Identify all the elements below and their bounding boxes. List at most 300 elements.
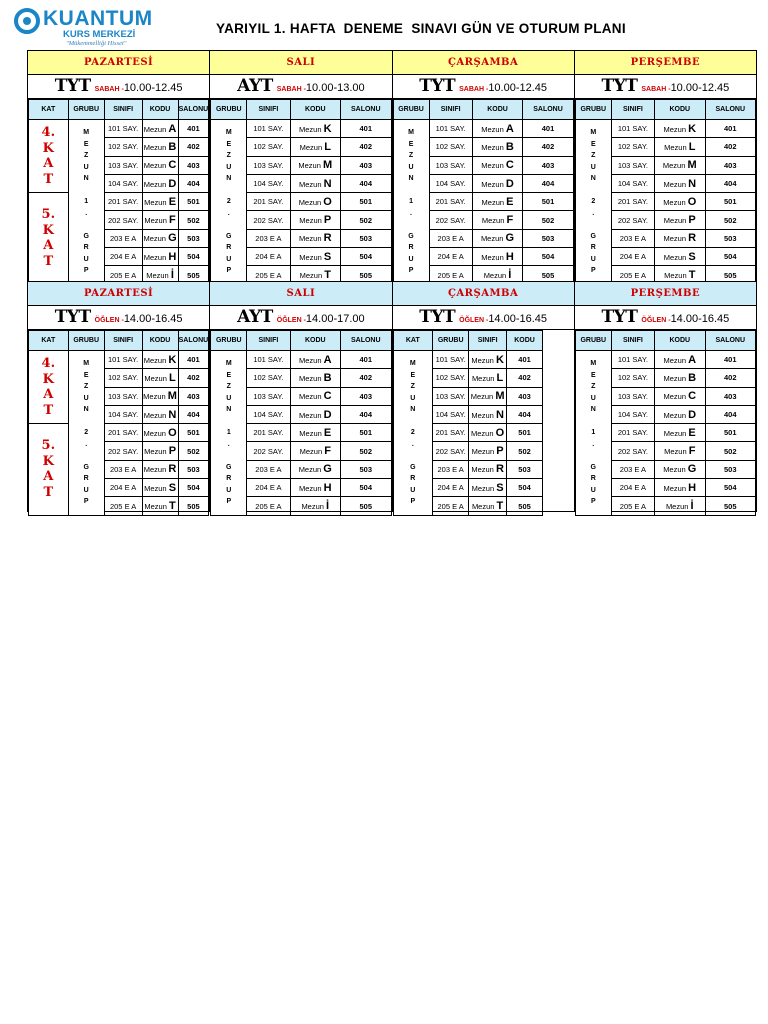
code-cell [290, 424, 340, 442]
class-cell: 101 SAY. [247, 120, 290, 138]
class-cell: 202 SAY. [433, 442, 469, 460]
session-time: 10.00-13.00 [305, 82, 365, 94]
code-letter: B [688, 371, 697, 384]
hall-cell: 403 [523, 156, 573, 174]
column-header: GRUBU [575, 100, 611, 120]
session-time: 10.00-12.45 [488, 82, 548, 94]
class-cell: 202 SAY. [104, 211, 142, 229]
code-prefix: Mezun [144, 502, 167, 512]
hall-cell: 503 [178, 460, 209, 478]
class-cell: 201 SAY. [247, 424, 290, 442]
code-cell [290, 497, 340, 515]
code-letter: H [505, 250, 514, 263]
code-letter: İ [690, 500, 694, 513]
code-letter: N [323, 177, 332, 190]
day-panel [210, 51, 392, 281]
hall-cell: 505 [507, 497, 543, 515]
group-label: M E Z U N 2 . G R U P [83, 360, 90, 506]
class-cell: 102 SAY. [247, 369, 290, 387]
hall-cell: 504 [178, 479, 209, 497]
code-prefix: Mezun [663, 197, 686, 207]
code-cell [290, 229, 340, 247]
code-letter: O [323, 195, 332, 208]
code-letter: M [167, 390, 177, 403]
class-cell: 104 SAY. [429, 174, 472, 192]
class-cell: 202 SAY. [247, 442, 290, 460]
hall-cell: 503 [341, 460, 391, 478]
class-cell: 101 SAY. [104, 351, 142, 369]
group-label: M E Z U N 1 . G R U P [408, 129, 414, 275]
code-cell [290, 120, 340, 138]
logo [14, 6, 153, 50]
code-prefix: Mezun [483, 271, 507, 281]
session-line [28, 306, 209, 330]
session-slot: ÖĞLEN - [94, 317, 124, 324]
code-prefix: Mezun [298, 161, 321, 171]
code-cell [290, 351, 340, 369]
code-cell [290, 387, 340, 405]
code-cell [469, 369, 507, 387]
class-cell: 102 SAY. [104, 369, 142, 387]
code-prefix: Mezun [144, 483, 167, 493]
class-cell: 101 SAY. [433, 351, 469, 369]
code-cell [655, 248, 705, 266]
exam-type: AYT [237, 76, 273, 96]
session-line [393, 306, 574, 330]
code-cell [142, 193, 178, 211]
class-cell: 104 SAY. [247, 174, 290, 192]
class-cell: 203 E A [104, 229, 142, 247]
code-cell [655, 211, 705, 229]
hall-cell: 503 [178, 229, 209, 247]
header-row [575, 331, 755, 351]
floor-cell [29, 351, 69, 424]
code-cell [142, 156, 178, 174]
code-prefix: Mezun [299, 355, 322, 365]
code-letter: T [688, 269, 696, 282]
code-cell [142, 387, 178, 405]
code-letter: G [505, 232, 515, 245]
code-cell [655, 460, 705, 478]
code-letter: F [324, 445, 331, 458]
table-row [211, 351, 391, 369]
code-cell [469, 497, 507, 515]
code-cell [472, 229, 522, 247]
hall-cell: 503 [523, 229, 573, 247]
class-cell: 103 SAY. [429, 156, 472, 174]
code-cell [655, 387, 705, 405]
code-prefix: Mezun [471, 428, 494, 438]
code-letter: E [168, 195, 177, 208]
code-letter: A [323, 353, 332, 366]
code-prefix: Mezun [471, 373, 495, 383]
day-panel [28, 282, 210, 511]
hall-cell: 401 [523, 120, 573, 138]
code-prefix: Mezun [299, 124, 322, 134]
day-header: SALI [210, 51, 391, 75]
session-line [575, 75, 756, 99]
code-letter: O [687, 195, 697, 208]
column-header: SALONU [705, 100, 755, 120]
code-prefix: Mezun [471, 483, 495, 493]
code-cell [655, 351, 705, 369]
afternoon-section [27, 281, 757, 512]
class-cell: 203 E A [429, 229, 472, 247]
hall-cell: 401 [178, 351, 209, 369]
hall-cell: 502 [507, 442, 543, 460]
hall-cell: 504 [705, 479, 755, 497]
code-cell [290, 138, 340, 156]
class-cell: 101 SAY. [611, 120, 654, 138]
code-cell [290, 248, 340, 266]
day-header: SALI [210, 282, 391, 306]
hall-cell: 502 [178, 211, 209, 229]
class-cell: 203 E A [247, 229, 290, 247]
column-header: KODU [507, 331, 543, 351]
column-header: SINIFI [429, 100, 472, 120]
hall-cell: 403 [705, 156, 755, 174]
code-prefix: Mezun [298, 197, 322, 207]
class-cell: 103 SAY. [247, 156, 290, 174]
column-header: SALONU [341, 100, 391, 120]
class-cell: 104 SAY. [433, 405, 469, 423]
session-slot: SABAH - [94, 86, 124, 93]
code-prefix: Mezun [481, 216, 505, 226]
code-cell [290, 405, 340, 423]
code-cell [655, 193, 705, 211]
column-header: KODU [472, 100, 522, 120]
code-letter: O [168, 426, 177, 439]
column-header: KODU [655, 331, 705, 351]
class-cell: 204 E A [611, 479, 654, 497]
header-row [29, 331, 209, 351]
code-prefix: Mezun [663, 355, 687, 365]
code-letter: R [688, 232, 697, 245]
class-cell: 203 E A [247, 460, 290, 478]
code-letter: E [323, 426, 332, 439]
seating-table [393, 330, 574, 516]
hall-cell: 505 [523, 266, 573, 284]
header-row [211, 100, 391, 120]
column-header: SALONU [341, 331, 391, 351]
code-prefix: Mezun [481, 252, 504, 262]
code-cell [142, 479, 178, 497]
group-cell [393, 120, 429, 285]
class-cell: 204 E A [433, 479, 469, 497]
class-cell: 202 SAY. [611, 211, 654, 229]
code-cell [469, 479, 507, 497]
code-letter: C [168, 159, 177, 172]
class-cell: 202 SAY. [247, 211, 290, 229]
class-cell: 204 E A [429, 248, 472, 266]
code-prefix: Mezun [143, 428, 166, 438]
class-cell: 104 SAY. [104, 174, 142, 192]
hall-cell: 502 [523, 211, 573, 229]
code-letter: A [505, 122, 514, 135]
class-cell: 203 E A [104, 460, 142, 478]
code-prefix: Mezun [663, 124, 687, 134]
code-prefix: Mezun [143, 161, 167, 171]
code-prefix: Mezun [146, 271, 169, 281]
exam-type: TYT [54, 307, 91, 327]
code-letter: R [495, 463, 504, 476]
session-time: 14.00-17.00 [305, 313, 365, 325]
code-letter: N [688, 177, 697, 190]
code-letter: L [688, 140, 696, 153]
seating-table [575, 330, 756, 516]
code-letter: T [324, 269, 331, 282]
session-slot: SABAH - [276, 86, 306, 93]
exam-type: TYT [601, 76, 638, 96]
hall-cell: 401 [705, 120, 755, 138]
session-time: 14.00-16.45 [670, 313, 730, 325]
group-label: M E Z U N 1 . G R U P [225, 360, 232, 506]
floor-label: 4. K A T [41, 125, 56, 187]
class-cell: 205 E A [611, 497, 654, 515]
code-cell [469, 442, 507, 460]
logo-tagline: "Mükemmelliği Hisset" [66, 40, 127, 47]
code-cell [655, 156, 705, 174]
code-letter: S [323, 250, 332, 263]
class-cell: 203 E A [433, 460, 469, 478]
code-prefix: Mezun [143, 465, 167, 475]
hall-cell: 402 [178, 138, 209, 156]
class-cell: 204 E A [247, 479, 290, 497]
code-letter: S [168, 481, 177, 494]
class-cell: 102 SAY. [247, 138, 290, 156]
code-letter: C [505, 159, 514, 172]
hall-cell: 401 [705, 351, 755, 369]
code-cell [142, 424, 178, 442]
day-panel [210, 282, 392, 511]
class-cell: 201 SAY. [104, 193, 142, 211]
code-letter: K [688, 122, 697, 135]
code-prefix: Mezun [664, 447, 687, 457]
code-letter: M [323, 159, 333, 172]
code-cell [655, 138, 705, 156]
column-header: GRUBU [433, 331, 469, 351]
code-prefix: Mezun [663, 392, 687, 402]
code-prefix: Mezun [663, 428, 687, 438]
class-cell: 201 SAY. [611, 193, 654, 211]
code-letter: T [496, 500, 504, 513]
code-cell [142, 120, 178, 138]
class-cell: 205 E A [247, 266, 290, 284]
code-letter: G [323, 463, 332, 476]
class-cell: 104 SAY. [247, 405, 290, 423]
class-cell: 103 SAY. [433, 387, 469, 405]
day-panel [28, 51, 210, 281]
hall-cell: 504 [341, 248, 391, 266]
code-cell [290, 479, 340, 497]
code-letter: M [495, 390, 505, 403]
table-row [29, 120, 209, 138]
class-cell: 103 SAY. [247, 387, 290, 405]
session-line [575, 306, 756, 330]
session-slot: ÖĞLEN - [276, 317, 306, 324]
code-cell [290, 369, 340, 387]
code-prefix: Mezun [664, 142, 687, 152]
hall-cell: 501 [178, 424, 209, 442]
seating-table [210, 99, 391, 285]
code-prefix: Mezun [301, 502, 324, 512]
hall-cell: 501 [341, 193, 391, 211]
group-cell [575, 120, 611, 285]
class-cell: 201 SAY. [433, 424, 469, 442]
group-cell [211, 351, 247, 516]
group-label: M E Z U N 2 . G R U P [225, 129, 232, 275]
code-cell [290, 156, 340, 174]
class-cell: 101 SAY. [611, 351, 654, 369]
code-prefix: Mezun [481, 124, 504, 134]
class-cell: 103 SAY. [104, 156, 142, 174]
code-cell [472, 248, 522, 266]
day-panel [393, 51, 575, 281]
hall-cell: 502 [178, 442, 209, 460]
hall-cell: 501 [178, 193, 209, 211]
code-prefix: Mezun [299, 142, 323, 152]
class-cell: 101 SAY. [247, 351, 290, 369]
hall-cell: 401 [341, 351, 391, 369]
code-cell [469, 351, 507, 369]
code-prefix: Mezun [481, 142, 504, 152]
code-cell [472, 174, 522, 192]
column-header: KAT [393, 331, 433, 351]
class-cell: 201 SAY. [104, 424, 142, 442]
column-header: KODU [290, 331, 340, 351]
class-cell: 204 E A [247, 248, 290, 266]
code-letter: G [687, 463, 697, 476]
code-letter: E [688, 426, 696, 439]
column-header: SALONU [705, 331, 755, 351]
code-cell [472, 156, 522, 174]
hall-cell: 505 [705, 497, 755, 515]
group-label: M E Z U N 2 . G R U P [409, 360, 416, 506]
code-prefix: Mezun [299, 373, 322, 383]
code-cell [142, 442, 178, 460]
hall-cell: 404 [341, 405, 391, 423]
session-time: 10.00-12.45 [123, 82, 183, 94]
code-letter: S [688, 250, 696, 263]
code-letter: S [496, 481, 504, 494]
code-cell [655, 424, 705, 442]
header-row [575, 100, 755, 120]
code-prefix: Mezun [144, 197, 167, 207]
code-prefix: Mezun [299, 252, 322, 262]
session-line [210, 306, 391, 330]
column-header: GRUBU [68, 100, 104, 120]
hall-cell: 505 [178, 497, 209, 515]
table-row [575, 120, 755, 138]
code-letter: P [168, 445, 177, 458]
seating-table [393, 99, 574, 285]
code-prefix: Mezun [299, 392, 322, 402]
header-row [393, 331, 573, 351]
code-letter: R [168, 463, 177, 476]
floor-cell [29, 120, 69, 193]
code-prefix: Mezun [471, 465, 494, 475]
class-cell: 205 E A [429, 266, 472, 284]
hall-cell: 404 [178, 174, 209, 192]
hall-cell: 403 [507, 387, 543, 405]
class-cell: 102 SAY. [104, 138, 142, 156]
code-cell [655, 405, 705, 423]
code-cell [142, 174, 178, 192]
column-header: SINIFI [104, 331, 142, 351]
column-header: SINIFI [611, 100, 654, 120]
code-prefix: Mezun [299, 271, 323, 281]
seating-table [28, 330, 209, 516]
code-cell [469, 387, 507, 405]
code-letter: K [168, 353, 177, 366]
code-prefix: Mezun [299, 410, 322, 420]
column-header: SINIFI [104, 100, 142, 120]
group-cell [68, 120, 104, 285]
hall-cell: 402 [705, 138, 755, 156]
column-header: SINIFI [611, 331, 654, 351]
code-prefix: Mezun [143, 355, 167, 365]
column-header: SINIFI [469, 331, 507, 351]
code-prefix: Mezun [663, 234, 687, 244]
code-letter: R [323, 232, 332, 245]
hall-cell: 401 [341, 120, 391, 138]
code-prefix: Mezun [299, 447, 323, 457]
hall-cell: 401 [178, 120, 209, 138]
column-header: KAT [29, 100, 69, 120]
session-time: 14.00-16.45 [123, 313, 183, 325]
code-cell [142, 229, 178, 247]
group-cell [393, 351, 433, 516]
code-cell [142, 138, 178, 156]
hall-cell: 404 [705, 174, 755, 192]
hall-cell: 503 [705, 460, 755, 478]
header-row [211, 331, 391, 351]
day-panel [393, 282, 575, 511]
hall-cell: 505 [705, 266, 755, 284]
code-letter: L [168, 371, 176, 384]
table-row [29, 351, 209, 369]
seating-table [575, 99, 756, 285]
hall-cell: 402 [341, 138, 391, 156]
class-cell: 104 SAY. [611, 405, 654, 423]
day-header: PAZARTESİ [28, 282, 209, 306]
column-header: GRUBU [211, 100, 247, 120]
hall-cell: 502 [341, 211, 391, 229]
hall-cell: 501 [507, 424, 543, 442]
column-header: GRUBU [211, 331, 247, 351]
session-slot: ÖĞLEN - [641, 317, 671, 324]
code-cell [469, 424, 507, 442]
hall-cell: 404 [507, 405, 543, 423]
code-cell [142, 405, 178, 423]
code-prefix: Mezun [663, 252, 687, 262]
code-prefix: Mezun [663, 410, 687, 420]
hall-cell: 505 [341, 497, 391, 515]
code-letter: C [323, 390, 332, 403]
column-header: KODU [655, 100, 705, 120]
code-prefix: Mezun [298, 465, 322, 475]
code-letter: İ [326, 500, 330, 513]
hall-cell: 501 [523, 193, 573, 211]
code-cell [655, 229, 705, 247]
hall-cell: 403 [341, 156, 391, 174]
code-prefix: Mezun [481, 179, 504, 189]
session-line [393, 75, 574, 99]
session-slot: SABAH - [459, 86, 489, 93]
hall-cell: 402 [705, 369, 755, 387]
column-header: SALONU [523, 100, 573, 120]
code-cell [290, 193, 340, 211]
